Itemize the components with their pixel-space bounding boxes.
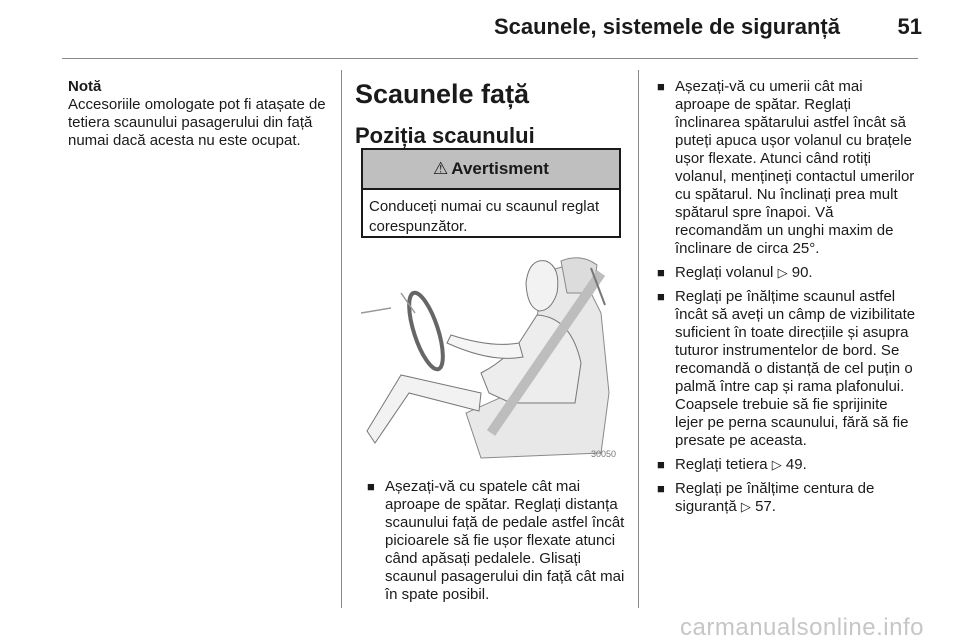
page-reference[interactable]: 57. bbox=[755, 498, 776, 515]
column-divider-left bbox=[341, 70, 342, 608]
bullet-square-icon: ■ bbox=[657, 289, 665, 304]
bullet-square-icon: ■ bbox=[657, 79, 665, 94]
page-header bbox=[0, 0, 960, 62]
list-item bbox=[365, 478, 625, 604]
section-heading-block bbox=[355, 78, 623, 150]
seat-position-illustration bbox=[361, 253, 621, 464]
bullet-text: Așezați-vă cu umerii cât mai aproape de spătar. Reglați înclinarea spătarului astfel încât să puteți apuca ușor volanul cu brațele ușor flexate. Atunci când rotiți volanul, mențineți contactul umerilor cu spătarul. Nu înclinați prea mult spătarul spre înapoi. Vă recomandăm un unghi maxim de înclinare de circa 25°. bbox=[675, 78, 915, 257]
col3-bullet-list bbox=[655, 78, 917, 522]
page-reference[interactable]: 90. bbox=[791, 264, 813, 281]
warning-box bbox=[361, 148, 621, 238]
note-title: Notă bbox=[68, 78, 102, 95]
page-reference-arrow-icon: ▷ bbox=[740, 499, 751, 514]
bullet-text: Reglați pe înălțime centura de siguranță bbox=[675, 480, 875, 515]
col2-bullet-list bbox=[365, 478, 625, 610]
figure-label: 30050 bbox=[591, 449, 617, 459]
page-number: 51 bbox=[897, 14, 922, 39]
column-divider-right bbox=[638, 70, 639, 608]
bullet-text: Așezați-vă cu spatele cât mai aproape de spătar. Reglați distanța scaunului față de pedale astfel încât picioarele să fie ușor flexate atunci când apăsați pedalele. Glisați scaunul pasagerului din față cât mai în spate posibil. bbox=[385, 478, 625, 603]
bullet-text: Reglați pe înălțime scaunul astfel încât să aveți un câmp de vizibilitate suficient în toate direcțiile și asupra tuturor instrumentelor de bord. Se recomandă o distanță de cel puțin o palmă între cap și rama plafonului. Coapsele trebuie să fie sprijinite lejer pe perna scaunului, fără să fie presate pe aceasta. bbox=[675, 288, 916, 449]
list-item bbox=[655, 288, 917, 450]
warning-header bbox=[363, 150, 619, 190]
bullet-square-icon: ■ bbox=[657, 481, 665, 496]
note-block bbox=[68, 78, 328, 150]
driver-seated-icon bbox=[361, 253, 621, 464]
page-reference[interactable]: 49. bbox=[785, 456, 807, 473]
header-divider bbox=[62, 58, 918, 59]
section-title: Scaunele față bbox=[355, 79, 530, 109]
warning-triangle-icon: ⚠ bbox=[433, 159, 449, 178]
list-item bbox=[655, 264, 917, 282]
page-reference-arrow-icon: ▷ bbox=[777, 265, 788, 280]
bullet-square-icon: ■ bbox=[657, 265, 665, 280]
list-item bbox=[655, 456, 917, 474]
watermark: carmanualsonline.info bbox=[680, 614, 924, 641]
section-subtitle: Poziția scaunului bbox=[355, 123, 535, 148]
page-reference-arrow-icon: ▷ bbox=[771, 457, 782, 472]
warning-title: Avertisment bbox=[451, 159, 549, 178]
bullet-square-icon: ■ bbox=[367, 479, 375, 494]
note-text: Accesoriile omologate pot fi atașate de tetiera scaunului pasagerului din față numai dacă acesta nu este ocupat. bbox=[68, 96, 326, 149]
chapter-title: Scaunele, sistemele de siguranță bbox=[493, 14, 840, 39]
warning-text: Conduceți numai cu scaunul reglat corespunzător. bbox=[369, 198, 600, 235]
bullet-text: Reglați volanul bbox=[675, 264, 774, 281]
list-item bbox=[655, 480, 917, 516]
bullet-text: Reglați tetiera bbox=[675, 456, 768, 473]
bullet-square-icon: ■ bbox=[657, 457, 665, 472]
list-item bbox=[655, 78, 917, 258]
